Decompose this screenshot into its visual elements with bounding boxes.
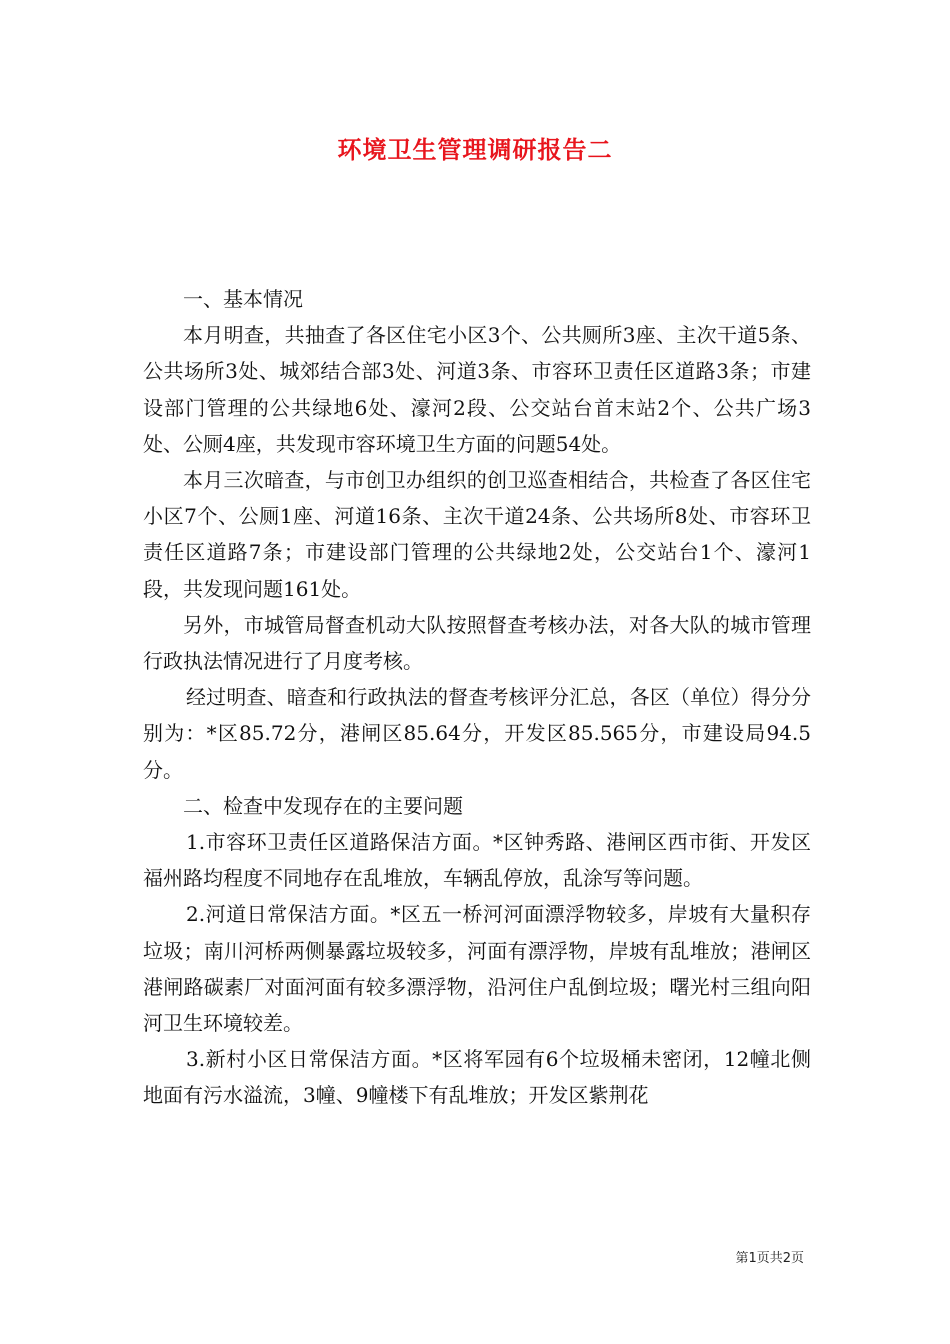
paragraph-enforcement: 另外，市城管局督查机动大队按照督查考核办法，对各大队的城市管理行政执法情况进行了月度考核。 [143, 612, 811, 674]
paragraph-scores: 经过明查、暗查和行政执法的督查考核评分汇总，各区（单位）得分分别为：*区85.72分，港闸区85.64分，开发区85.565分，市建设局94.5分。 [143, 685, 811, 782]
paragraph-problem-2: 2.河道日常保洁方面。*区五一桥河河面漂浮物较多，岸坡有大量积存垃圾；南川河桥两侧暴露垃圾较多，河面有漂浮物，岸坡有乱堆放；港闸区港闸路碳素厂对面河面有较多漂浮物，沿河住户乱倒垃圾；曙光村三组向阳河卫生环境较差。 [143, 902, 811, 1036]
paragraph-problem-3: 3.新村小区日常保洁方面。*区将军园有6个垃圾桶未密闭，12幢北侧地面有污水溢流，3幢、9幢楼下有乱堆放；开发区紫荆花 [143, 1047, 811, 1108]
section-heading-problems: 二、检查中发现存在的主要问题 [183, 793, 463, 818]
paragraph-problem-1: 1.市容环卫责任区道路保洁方面。*区钟秀路、港闸区西市街、开发区福州路均程度不同地存在乱堆放，车辆乱停放，乱涂写等问题。 [143, 830, 811, 891]
document-body [143, 281, 811, 1114]
paragraph-secret-inspection: 本月三次暗查，与市创卫办组织的创卫巡查相结合，共检查了各区住宅小区7个、公厕1座、河道16条、主次干道24条、公共场所8处、市容环卫责任区道路7条；市建设部门管理的公共绿地2处，公交站台1个、濠河1段，共发现问题161处。 [143, 468, 811, 601]
section-heading-basic: 一、基本情况 [183, 287, 303, 311]
paragraph-open-inspection: 本月明查，共抽查了各区住宅小区3个、公共厕所3座、主次干道5条、公共场所3处、城郊结合部3处、河道3条、市容环卫责任区道路3条；市建设部门管理的公共绿地6处、濠河2段、公交站台首末站2个、公共广场3处、公厕4座，共发现市容环境卫生方面的问题54处。 [143, 323, 811, 456]
page-number-footer: 第1页共2页 [735, 1251, 804, 1266]
document-title: 环境卫生管理调研报告二 [337, 135, 613, 164]
